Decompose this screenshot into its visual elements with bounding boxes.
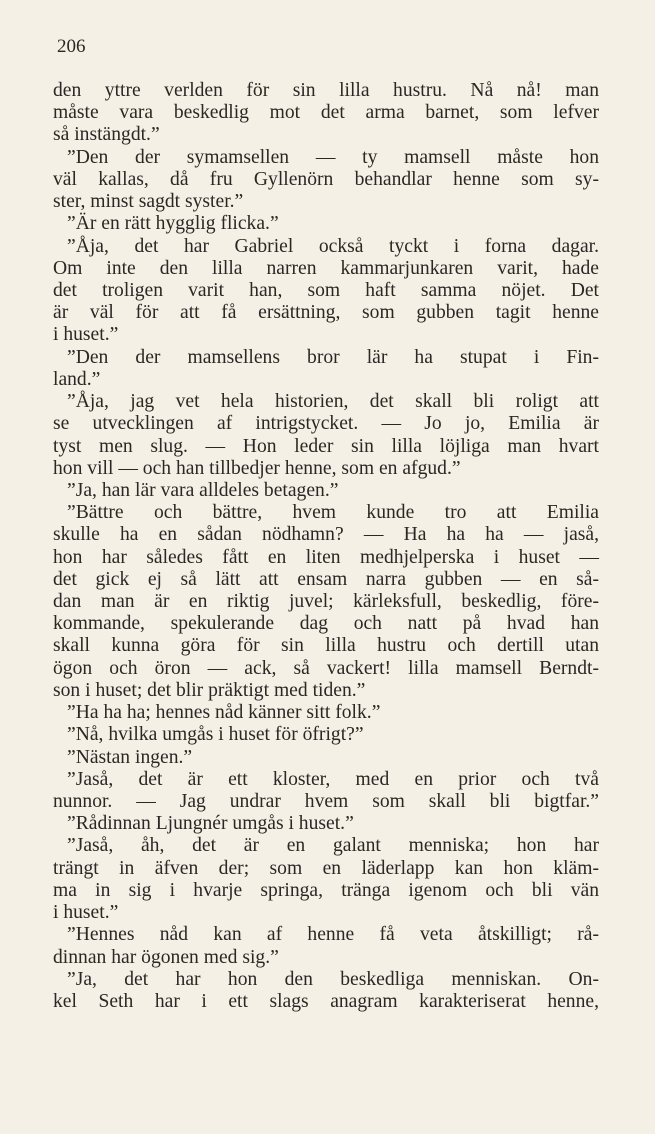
page-text: [53, 80, 599, 1013]
text-line: ”Ja, han lär vara alldeles betagen.”: [67, 479, 339, 501]
text-line: i huset.”: [53, 902, 119, 924]
text-line: ”Bättre och bättre, hvem kunde tro att Emilia: [67, 502, 599, 524]
text-line: skall kunna göra för sin lilla hustru och dertill utan: [53, 635, 599, 657]
text-line: trängt in äfven der; som en läderlapp kan hon kläm-: [53, 857, 599, 879]
text-line: hon har således fått en liten medhjelperska i huset —: [53, 546, 599, 568]
text-line: ”Är en rätt hygglig flicka.”: [67, 213, 279, 235]
text-line: väl kallas, då fru Gyllenörn behandlar henne som sy-: [53, 168, 599, 190]
text-line: ”Åja, jag vet hela historien, det skall bli roligt att: [67, 391, 599, 413]
text-line: är väl för att få ersättning, som gubben tagit henne: [53, 302, 599, 324]
page-number: 206: [57, 36, 86, 57]
text-line: det troligen varit han, som haft samma nöjet. Det: [53, 279, 599, 301]
text-line: ”Den der symamsellen — ty mamsell måste hon: [67, 146, 599, 168]
text-line: ”Hennes nåd kan af henne få veta åtskilligt; rå-: [67, 924, 599, 946]
text-line: ”Rådinnan Ljungnér umgås i huset.”: [67, 813, 354, 835]
text-line: nunnor. — Jag undrar hvem som skall bli bigtfar.”: [53, 791, 599, 812]
text-line: skulle ha en sådan nödhamn? — Ha ha ha — jaså,: [53, 524, 599, 546]
text-line: ”Ha ha ha; hennes nåd känner sitt folk.”: [67, 702, 381, 724]
text-line: se utvecklingen af intrigstycket. — Jo jo, Emilia är: [53, 413, 599, 435]
text-line: kommande, spekulerande dag och natt på hvad han: [53, 613, 599, 635]
text-line: så instängdt.”: [53, 124, 160, 146]
text-line: den yttre verlden för sin lilla hustru. Nå nå! man: [53, 80, 599, 101]
text-line: son i huset; det blir präktigt med tiden.”: [53, 679, 366, 701]
text-line: kel Seth har i ett slags anagram karakteriserat henne,: [53, 990, 599, 1012]
text-line: ”Den der mamsellens bror lär ha stupat i Fin-: [67, 346, 599, 368]
text-line: ögon och öron — ack, så vackert! lilla mamsell Berndt-: [53, 657, 599, 679]
text-line: ma in sig i hvarje springa, tränga igenom och bli vän: [53, 879, 599, 901]
text-line: ”Nästan ingen.”: [67, 746, 193, 768]
text-line: Om inte den lilla narren kammarjunkaren varit, hade: [53, 257, 599, 279]
text-line: i huset.”: [53, 324, 119, 346]
text-line: tyst men slug. — Hon leder sin lilla löjliga man hvart: [53, 435, 599, 457]
text-line: ster, minst sagdt syster.”: [53, 191, 244, 213]
text-line: måste vara beskedlig mot det arma barnet, som lefver: [53, 102, 599, 124]
text-line: hon vill — och han tillbedjer henne, som en afgud.”: [53, 457, 461, 479]
text-line: ”Jaså, åh, det är en galant menniska; hon har: [67, 835, 599, 857]
text-line: ”Ja, det har hon den beskedliga menniskan. On-: [67, 968, 599, 990]
text-line: ”Nå, hvilka umgås i huset för öfrigt?”: [67, 724, 364, 746]
text-line: dinnan har ögonen med sig.”: [53, 946, 279, 968]
text-line: ”Jaså, det är ett kloster, med en prior och två: [67, 768, 599, 790]
text-line: dan man är en riktig juvel; kärleksfull, beskedlig, före-: [53, 591, 599, 613]
text-line: land.”: [53, 368, 101, 390]
text-line: det gick ej så lätt att ensam narra gubben — en så-: [53, 568, 599, 590]
text-line: ”Åja, det har Gabriel också tyckt i forna dagar.: [67, 235, 599, 257]
